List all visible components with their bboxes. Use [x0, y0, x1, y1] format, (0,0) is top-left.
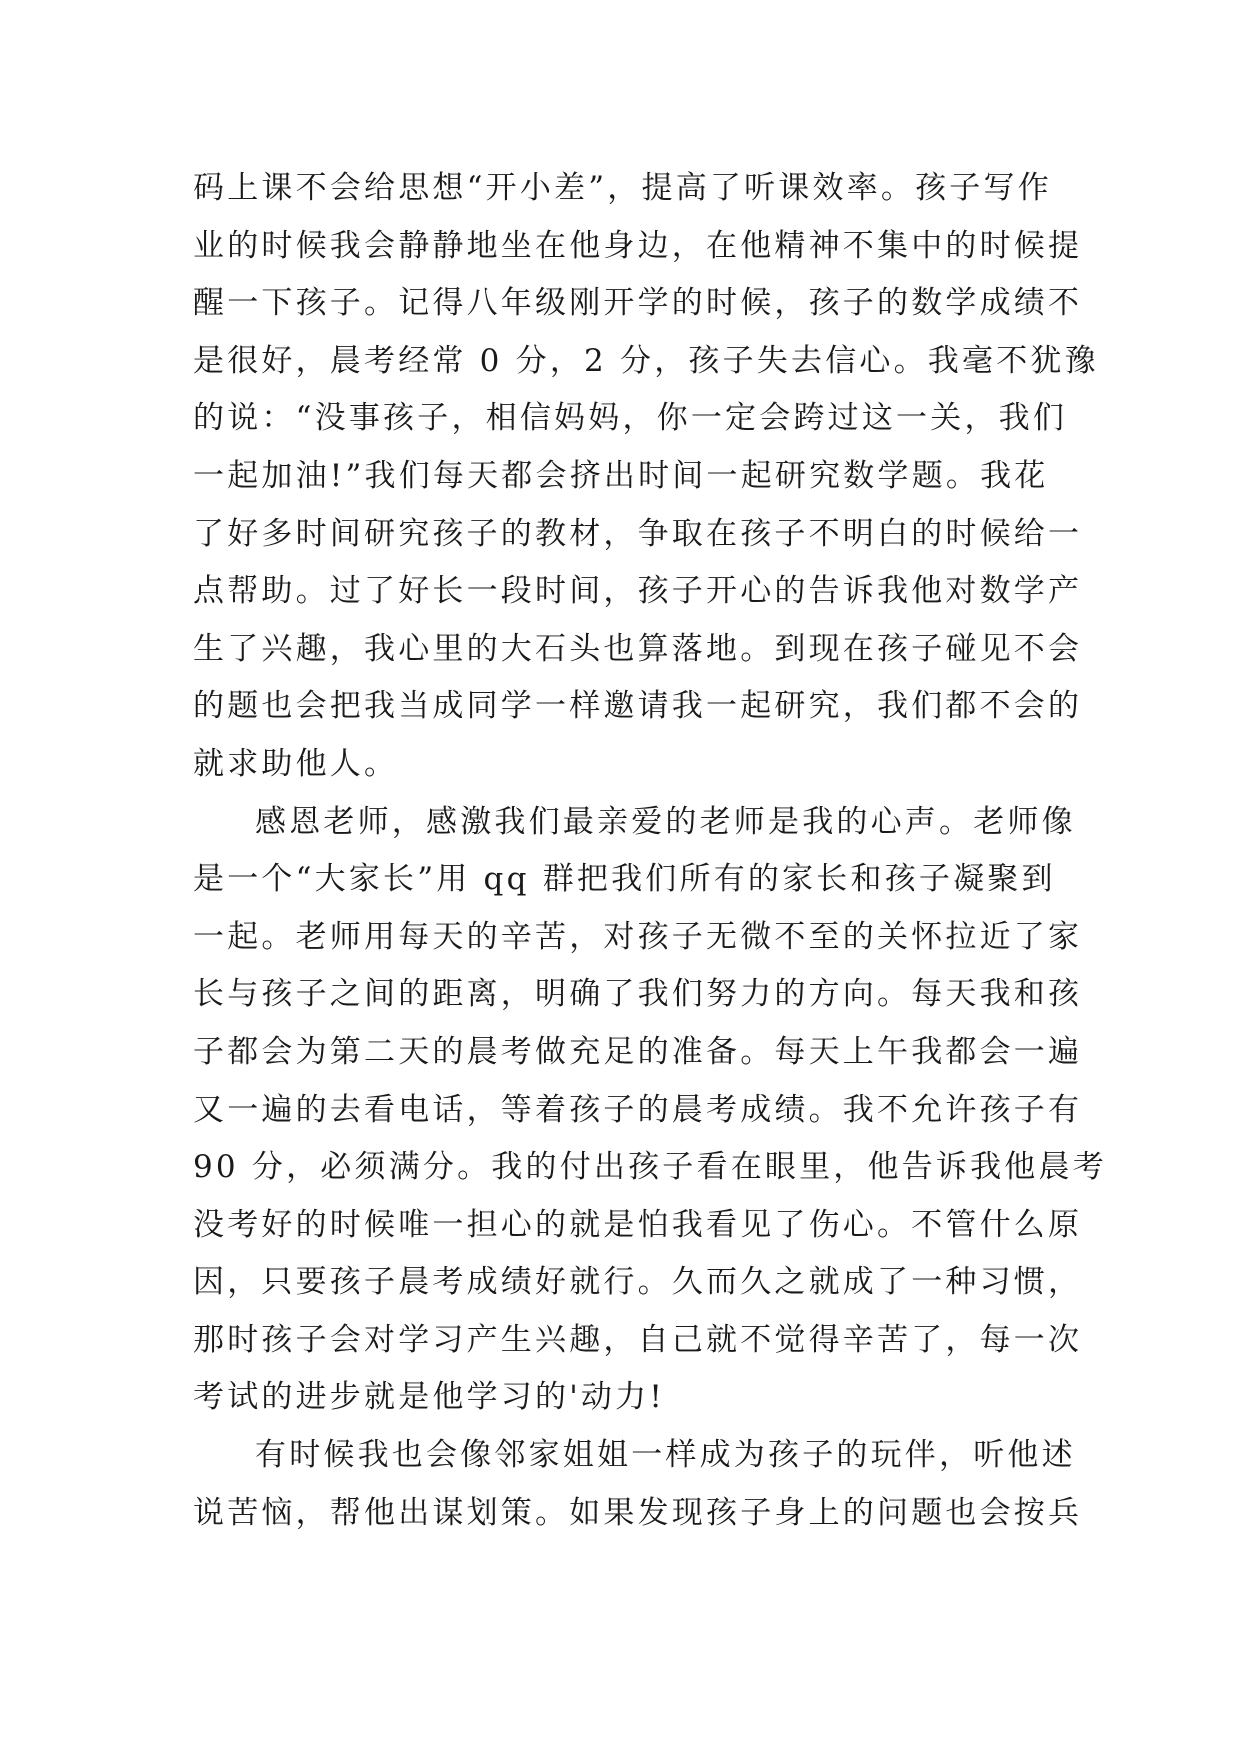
text-line: 一起加油!”我们每天都会挤出时间一起研究数学题。我花 [193, 457, 1049, 494]
text-line: 长与孩子之间的距离，明确了我们努力的方向。每天我和孩 [193, 976, 1083, 1013]
paragraph-first-line: 感恩老师，感激我们最亲爱的老师是我的心声。老师像 [255, 803, 1076, 840]
text-line: 是一个“大家长”用 qq 群把我们所有的家长和孩子凝聚到 [193, 861, 1056, 898]
text-line: 因，只要孩子晨考成绩好就行。久而久之就成了一种习惯， [193, 1264, 1083, 1301]
text-line: 的题也会把我当成同学一样邀请我一起研究，我们都不会的 [193, 688, 1083, 725]
text-line: 了好多时间研究孩子的教材，争取在孩子不明白的时候给一 [193, 515, 1083, 552]
text-line: 生了兴趣，我心里的大石头也算落地。到现在孩子碰见不会 [193, 630, 1083, 667]
text-line: 又一遍的去看电话，等着孩子的晨考成绩。我不允许孩子有 [193, 1091, 1083, 1128]
text-line: 说苦恼，帮他出谋划策。如果发现孩子身上的问题也会按兵 [193, 1494, 1083, 1531]
text-line: 一起。老师用每天的辛苦，对孩子无微不至的关怀拉近了家 [193, 918, 1083, 955]
paragraph-first-line: 有时候我也会像邻家姐姐一样成为孩子的玩伴，听他述 [255, 1437, 1076, 1474]
text-line: 没考好的时候唯一担心的就是怕我看见了伤心。不管什么原 [193, 1206, 1083, 1243]
text-line: 的说：“没事孩子，相信妈妈，你一定会跨过这一关，我们 [193, 400, 1068, 437]
text-line: 考试的进步就是他学习的'动力! [193, 1379, 665, 1416]
text-line: 那时孩子会对学习产生兴趣，自己就不觉得辛苦了，每一次 [193, 1321, 1083, 1358]
text-line: 子都会为第二天的晨考做充足的准备。每天上午我都会一遍 [193, 1033, 1083, 1070]
text-line: 点帮助。过了好长一段时间，孩子开心的告诉我他对数学产 [193, 573, 1083, 610]
text-line: 就求助他人。 [193, 745, 399, 782]
text-line: 码上课不会给思想“开小差”，提高了听课效率。孩子写作 [193, 170, 1052, 206]
text-line: 是很好，晨考经常 0 分，2 分，孩子失去信心。我毫不犹豫 [193, 342, 1099, 379]
text-line: 醒一下孩子。记得八年级刚开学的时候，孩子的数学成绩不 [193, 285, 1083, 322]
document-body [193, 160, 1107, 1542]
text-line: 90 分，必须满分。我的付出孩子看在眼里，他告诉我他晨考 [193, 1149, 1107, 1186]
text-line: 业的时候我会静静地坐在他身边，在他精神不集中的时候提 [193, 227, 1083, 264]
